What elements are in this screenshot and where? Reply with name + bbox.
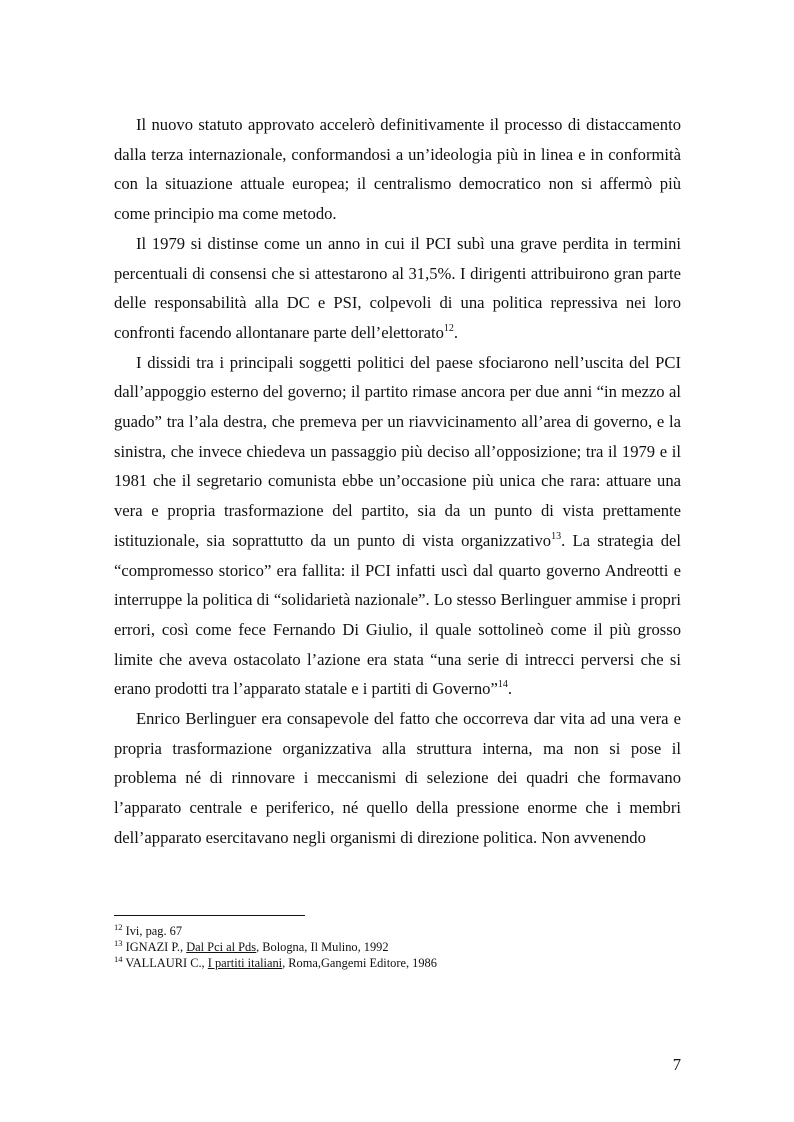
text-run: , Roma,Gangemi Editore, 1986 — [282, 956, 437, 970]
footnote-reference: 12 — [443, 322, 454, 334]
page-number: 7 — [672, 1055, 681, 1074]
footnote-number: 14 — [114, 954, 123, 964]
text-run: IGNAZI P., — [125, 940, 187, 954]
footnote-number: 12 — [114, 922, 123, 932]
footnote — [114, 923, 681, 939]
underlined-title: Dal Pci al Pds — [186, 940, 257, 954]
footnotes — [114, 923, 681, 971]
text-run: . La strategia del “compromesso storico” era fallita: il PCI infatti uscì dal quarto governo Andreotti e interruppe la politica di “solidarietà nazionale”. Lo stesso Berlinguer ammise i propri errori, così come fece Fernando Di Giulio, il quale sottolineò come il più grosso limite che aveva ostacolato l’azione era stata “una serie di intrecci perversi che si erano prodotti tra l’apparato statale e i partiti di Governo” — [114, 530, 681, 699]
text-run: I dissidi tra i principali soggetti politici del paese sfociarono nell’uscita del PCI dall’appoggio esterno del governo; il partito rimase ancora per due anni “in mezzo al guado” tra l’ala destra, che premeva per un riavvicinamento all’area di governo, e la sinistra, che invece chiedeva un passaggio più deciso all’opposizione; tra il 1979 e il 1981 che il segretario comunista ebbe un’occasione più unica che rara: attuare una vera e propria trasformazione del partito, sia da un punto di vista prettamente istituzionale, sia soprattutto da un punto di vista organizzativo — [114, 352, 681, 550]
text-run: Il nuovo statuto approvato accelerò definitivamente il processo di distaccamento dalla terza internazionale, conformandosi a un’ideologia più in linea e in conformità con la situazione attuale europea; il centralismo democratico non si affermò più come principio ma come metodo. — [114, 115, 681, 224]
text-run: Enrico Berlinguer era consapevole del fatto che occorreva dar vita ad una vera e propria trasformazione organizzativa alla struttura interna, ma non si pose il problema né di rinnovare i meccanismi di selezione dei quadri che formavano l’apparato centrale e periferico, né quello della pressione enorme che i membri dell’apparato esercitavano negli organismi di direzione politica. Non avvenendo — [114, 709, 681, 847]
paragraph — [114, 110, 681, 229]
footnote-reference: 13 — [551, 530, 562, 542]
text-run: Il 1979 si distinse come un anno in cui il PCI subì una grave perdita in termini percentuali di consensi che si attestarono al 31,5%. I dirigenti attribuirono gran parte delle responsabilità alla DC e PSI, colpevoli di una politica repressiva nei loro confronti facendo allontanare parte dell’elettorato — [114, 233, 681, 342]
footnote-number: 13 — [114, 938, 123, 948]
text-run: . — [453, 322, 459, 342]
paragraph — [114, 348, 681, 704]
underlined-title: I partiti italiani — [207, 956, 283, 970]
footnote — [114, 955, 681, 971]
text-run: , Bologna, Il Mulino, 1992 — [256, 940, 389, 954]
footnote-reference: 14 — [497, 679, 508, 691]
paragraph — [114, 704, 681, 853]
text-run: VALLAURI C., — [125, 956, 208, 970]
footnote — [114, 939, 681, 955]
text-run: Ivi, pag. 67 — [125, 924, 183, 938]
body-text — [114, 110, 681, 853]
footnote-separator — [114, 915, 305, 916]
text-run: . — [507, 679, 512, 699]
paragraph — [114, 229, 681, 348]
